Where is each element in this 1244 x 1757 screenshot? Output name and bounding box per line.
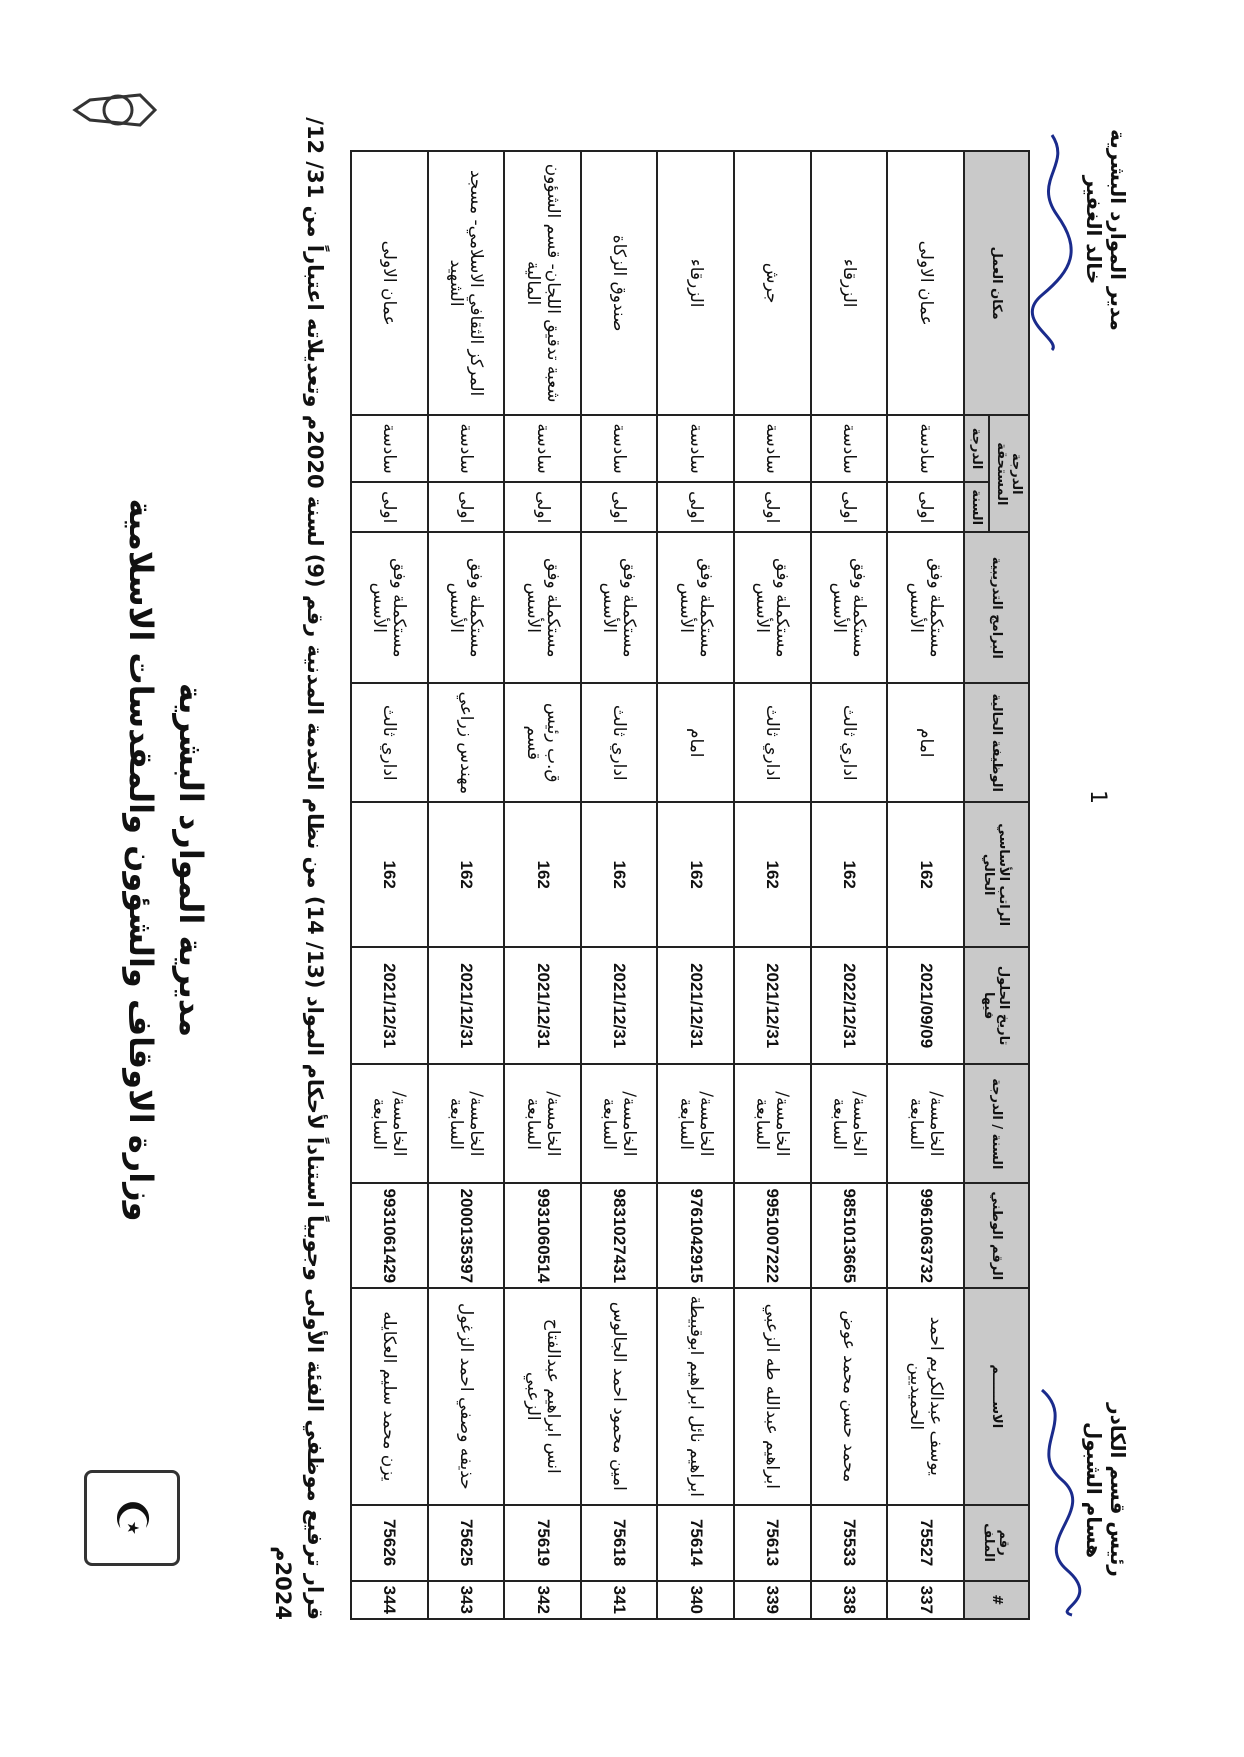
col-national-id: الرقم الوطني [964, 1183, 1029, 1288]
cell-year-grade: الخامسة/السابعة [734, 1064, 811, 1183]
ministry-emblem-icon: ☪ [84, 1470, 180, 1566]
cell-workplace: المركز الثقافي الاسلامي- مسجد الشهيد [428, 151, 505, 415]
decision-title: قرار ترفيع موظفي الفئة الأولى وجوبياً استناداً لأحكام المواد (13/ 14) من نظام الخدمة المدنية رقم (9) لسنة 2020م وتعديلاته اعتباراً من 31/ 12/ 2024م [271, 117, 327, 1620]
cell-name: امين محمود احمد الجالوس [581, 1288, 658, 1505]
col-transfer-date: تاريخ الحلول فيها [964, 947, 1029, 1064]
cell-year: اولى [581, 482, 658, 533]
cell-index: 342 [504, 1581, 581, 1619]
cell-basic-salary: 162 [504, 802, 581, 947]
cell-workplace: الزرقاء [811, 151, 888, 415]
ministry-name: وزارة الاوقاف والشؤون والمقدسات الاسلامية [122, 498, 160, 1222]
cell-index: 338 [811, 1581, 888, 1619]
table-body [351, 151, 964, 1619]
cell-year-grade: الخامسة/السابعة [351, 1064, 428, 1183]
cell-national-id: 2000135397 [428, 1183, 505, 1288]
signature-title: رئيس قسم الكادر [1106, 1403, 1130, 1577]
cell-name: ابراهيم عبدالله طه الزعبي [734, 1288, 811, 1505]
cell-year: اولى [658, 482, 735, 533]
cell-transfer-date: 2021/12/31 [581, 947, 658, 1064]
cell-workplace: الزرقاء [658, 151, 735, 415]
handwritten-signature-icon [1022, 1380, 1082, 1620]
cell-year-grade: الخامسة/السابعة [581, 1064, 658, 1183]
cell-current-job: امام [658, 683, 735, 802]
cell-training: مستكملة وفق الأسس [887, 532, 964, 683]
cell-index: 344 [351, 1581, 428, 1619]
table-row [734, 151, 811, 1619]
cell-year-grade: الخامسة/السابعة [811, 1064, 888, 1183]
cell-current-job: اداري ثالث [351, 683, 428, 802]
cell-basic-salary: 162 [734, 802, 811, 947]
cell-transfer-date: 2021/12/31 [428, 947, 505, 1064]
rotated-document [50, 30, 1170, 1710]
signature-title: مدير الموارد البشرية [1106, 129, 1130, 331]
cell-national-id: 9931060514 [504, 1183, 581, 1288]
jordan-crest-icon [70, 70, 160, 150]
col-file-no: رقم الملف [964, 1505, 1029, 1581]
table-row [351, 151, 428, 1619]
cell-year: اولى [351, 482, 428, 533]
cell-training: مستكملة وفق الأسس [811, 532, 888, 683]
table-row [428, 151, 505, 1619]
cell-national-id: 9851013665 [811, 1183, 888, 1288]
col-name: الاســــــم [964, 1288, 1029, 1505]
cell-grade: سادسة [734, 415, 811, 482]
cell-index: 339 [734, 1581, 811, 1619]
table-row [658, 151, 735, 1619]
cell-national-id: 9831027431 [581, 1183, 658, 1288]
cell-index: 341 [581, 1581, 658, 1619]
cell-year: اولى [887, 482, 964, 533]
col-current-job: الوظيفة الحالية [964, 683, 1029, 802]
handwritten-signature-icon [1022, 120, 1082, 360]
cell-index: 340 [658, 1581, 735, 1619]
cell-national-id: 9961063732 [887, 1183, 964, 1288]
cell-name: محمد حسن محمد عوض [811, 1288, 888, 1505]
col-training: البرامج التدريبية [964, 532, 1029, 683]
cell-grade: سادسة [428, 415, 505, 482]
cell-training: مستكملة وفق الأسس [581, 532, 658, 683]
cell-training: مستكملة وفق الأسس [504, 532, 581, 683]
cell-grade: سادسة [811, 415, 888, 482]
cell-national-id: 9951007222 [734, 1183, 811, 1288]
cell-grade: سادسة [887, 415, 964, 482]
cell-workplace: صندوق الزكاة [581, 151, 658, 415]
cell-current-job: امام [887, 683, 964, 802]
cell-basic-salary: 162 [351, 802, 428, 947]
cell-training: مستكملة وفق الأسس [734, 532, 811, 683]
cell-national-id: 9931061429 [351, 1183, 428, 1288]
cell-year: اولى [734, 482, 811, 533]
col-basic-salary: الراتب الأساسي الحالي [964, 802, 1029, 947]
cell-file-no: 75618 [581, 1505, 658, 1581]
cell-current-job: اداري ثالث [581, 683, 658, 802]
cell-current-job: اداري ثالث [734, 683, 811, 802]
cell-current-job: ق.ب رئيس قسم [504, 683, 581, 802]
cell-year: اولى [428, 482, 505, 533]
table-row [504, 151, 581, 1619]
cell-transfer-date: 2021/12/31 [658, 947, 735, 1064]
col-index: # [964, 1581, 1029, 1619]
cell-year-grade: الخامسة/السابعة [658, 1064, 735, 1183]
cell-national-id: 9761042915 [658, 1183, 735, 1288]
table-row [811, 151, 888, 1619]
cell-basic-salary: 162 [811, 802, 888, 947]
signature-name: خالد الغفير [1082, 175, 1106, 285]
cell-transfer-date: 2021/12/31 [734, 947, 811, 1064]
cell-name: حذيفه وصفي احمد الزغول [428, 1288, 505, 1505]
cell-year: اولى [504, 482, 581, 533]
cell-transfer-date: 2022/12/31 [811, 947, 888, 1064]
cell-training: مستكملة وفق الأسس [658, 532, 735, 683]
cell-file-no: 75619 [504, 1505, 581, 1581]
cell-training: مستكملة وفق الأسس [428, 532, 505, 683]
cell-index: 337 [887, 1581, 964, 1619]
cell-transfer-date: 2021/09/09 [887, 947, 964, 1064]
cell-file-no: 75533 [811, 1505, 888, 1581]
signature-block-hr-director [1022, 100, 1130, 360]
cell-year-grade: الخامسة/السابعة [887, 1064, 964, 1183]
cell-workplace: عمان الاولى [351, 151, 428, 415]
cell-basic-salary: 162 [581, 802, 658, 947]
cell-file-no: 75613 [734, 1505, 811, 1581]
promotions-table [350, 150, 1030, 1620]
cell-name: يزن محمد سليم العكايله [351, 1288, 428, 1505]
cell-grade: سادسة [658, 415, 735, 482]
col-grade: الدرجة [964, 415, 989, 482]
cell-basic-salary: 162 [658, 802, 735, 947]
page-number: 1 [1085, 790, 1110, 804]
cell-file-no: 75625 [428, 1505, 505, 1581]
cell-index: 343 [428, 1581, 505, 1619]
signature-name: هسام الشبول [1082, 1421, 1106, 1559]
cell-file-no: 75626 [351, 1505, 428, 1581]
cell-transfer-date: 2021/12/31 [351, 947, 428, 1064]
cell-transfer-date: 2021/12/31 [504, 947, 581, 1064]
col-workplace: مكان العمل [964, 151, 1029, 415]
cell-grade: سادسة [351, 415, 428, 482]
cell-current-job: اداري ثالث [811, 683, 888, 802]
directorate-name: مديرية الموارد البشرية [172, 682, 210, 1038]
cell-workplace: جرش [734, 151, 811, 415]
cell-workplace: شعبة تدقيق اللجان- قسم الشؤون المالية [504, 151, 581, 415]
cell-year: اولى [811, 482, 888, 533]
cell-year-grade: الخامسة/السابعة [504, 1064, 581, 1183]
cell-file-no: 75614 [658, 1505, 735, 1581]
col-year: السنة [964, 482, 989, 533]
col-entitled-grade: الدرجة المستحقة [989, 415, 1029, 532]
col-year-grade: السنة / الدرجة [964, 1064, 1029, 1183]
cell-basic-salary: 162 [887, 802, 964, 947]
signature-block-cadre-head [1022, 1360, 1130, 1620]
cell-file-no: 75527 [887, 1505, 964, 1581]
cell-workplace: عمان الاولى [887, 151, 964, 415]
cell-training: مستكملة وفق الأسس [351, 532, 428, 683]
table-row [887, 151, 964, 1619]
cell-name: ابراهيم نائل ابراهيم ابوقبيطة [658, 1288, 735, 1505]
cell-grade: سادسة [504, 415, 581, 482]
cell-basic-salary: 162 [428, 802, 505, 947]
cell-year-grade: الخامسة/السابعة [428, 1064, 505, 1183]
table-row [581, 151, 658, 1619]
cell-name: يوسف عبدالكريم احمد الحميديين [887, 1288, 964, 1505]
cell-grade: سادسة [581, 415, 658, 482]
cell-name: انس ابراهيم عبدالفتاح الزعبي [504, 1288, 581, 1505]
cell-current-job: مهندس زراعي [428, 683, 505, 802]
